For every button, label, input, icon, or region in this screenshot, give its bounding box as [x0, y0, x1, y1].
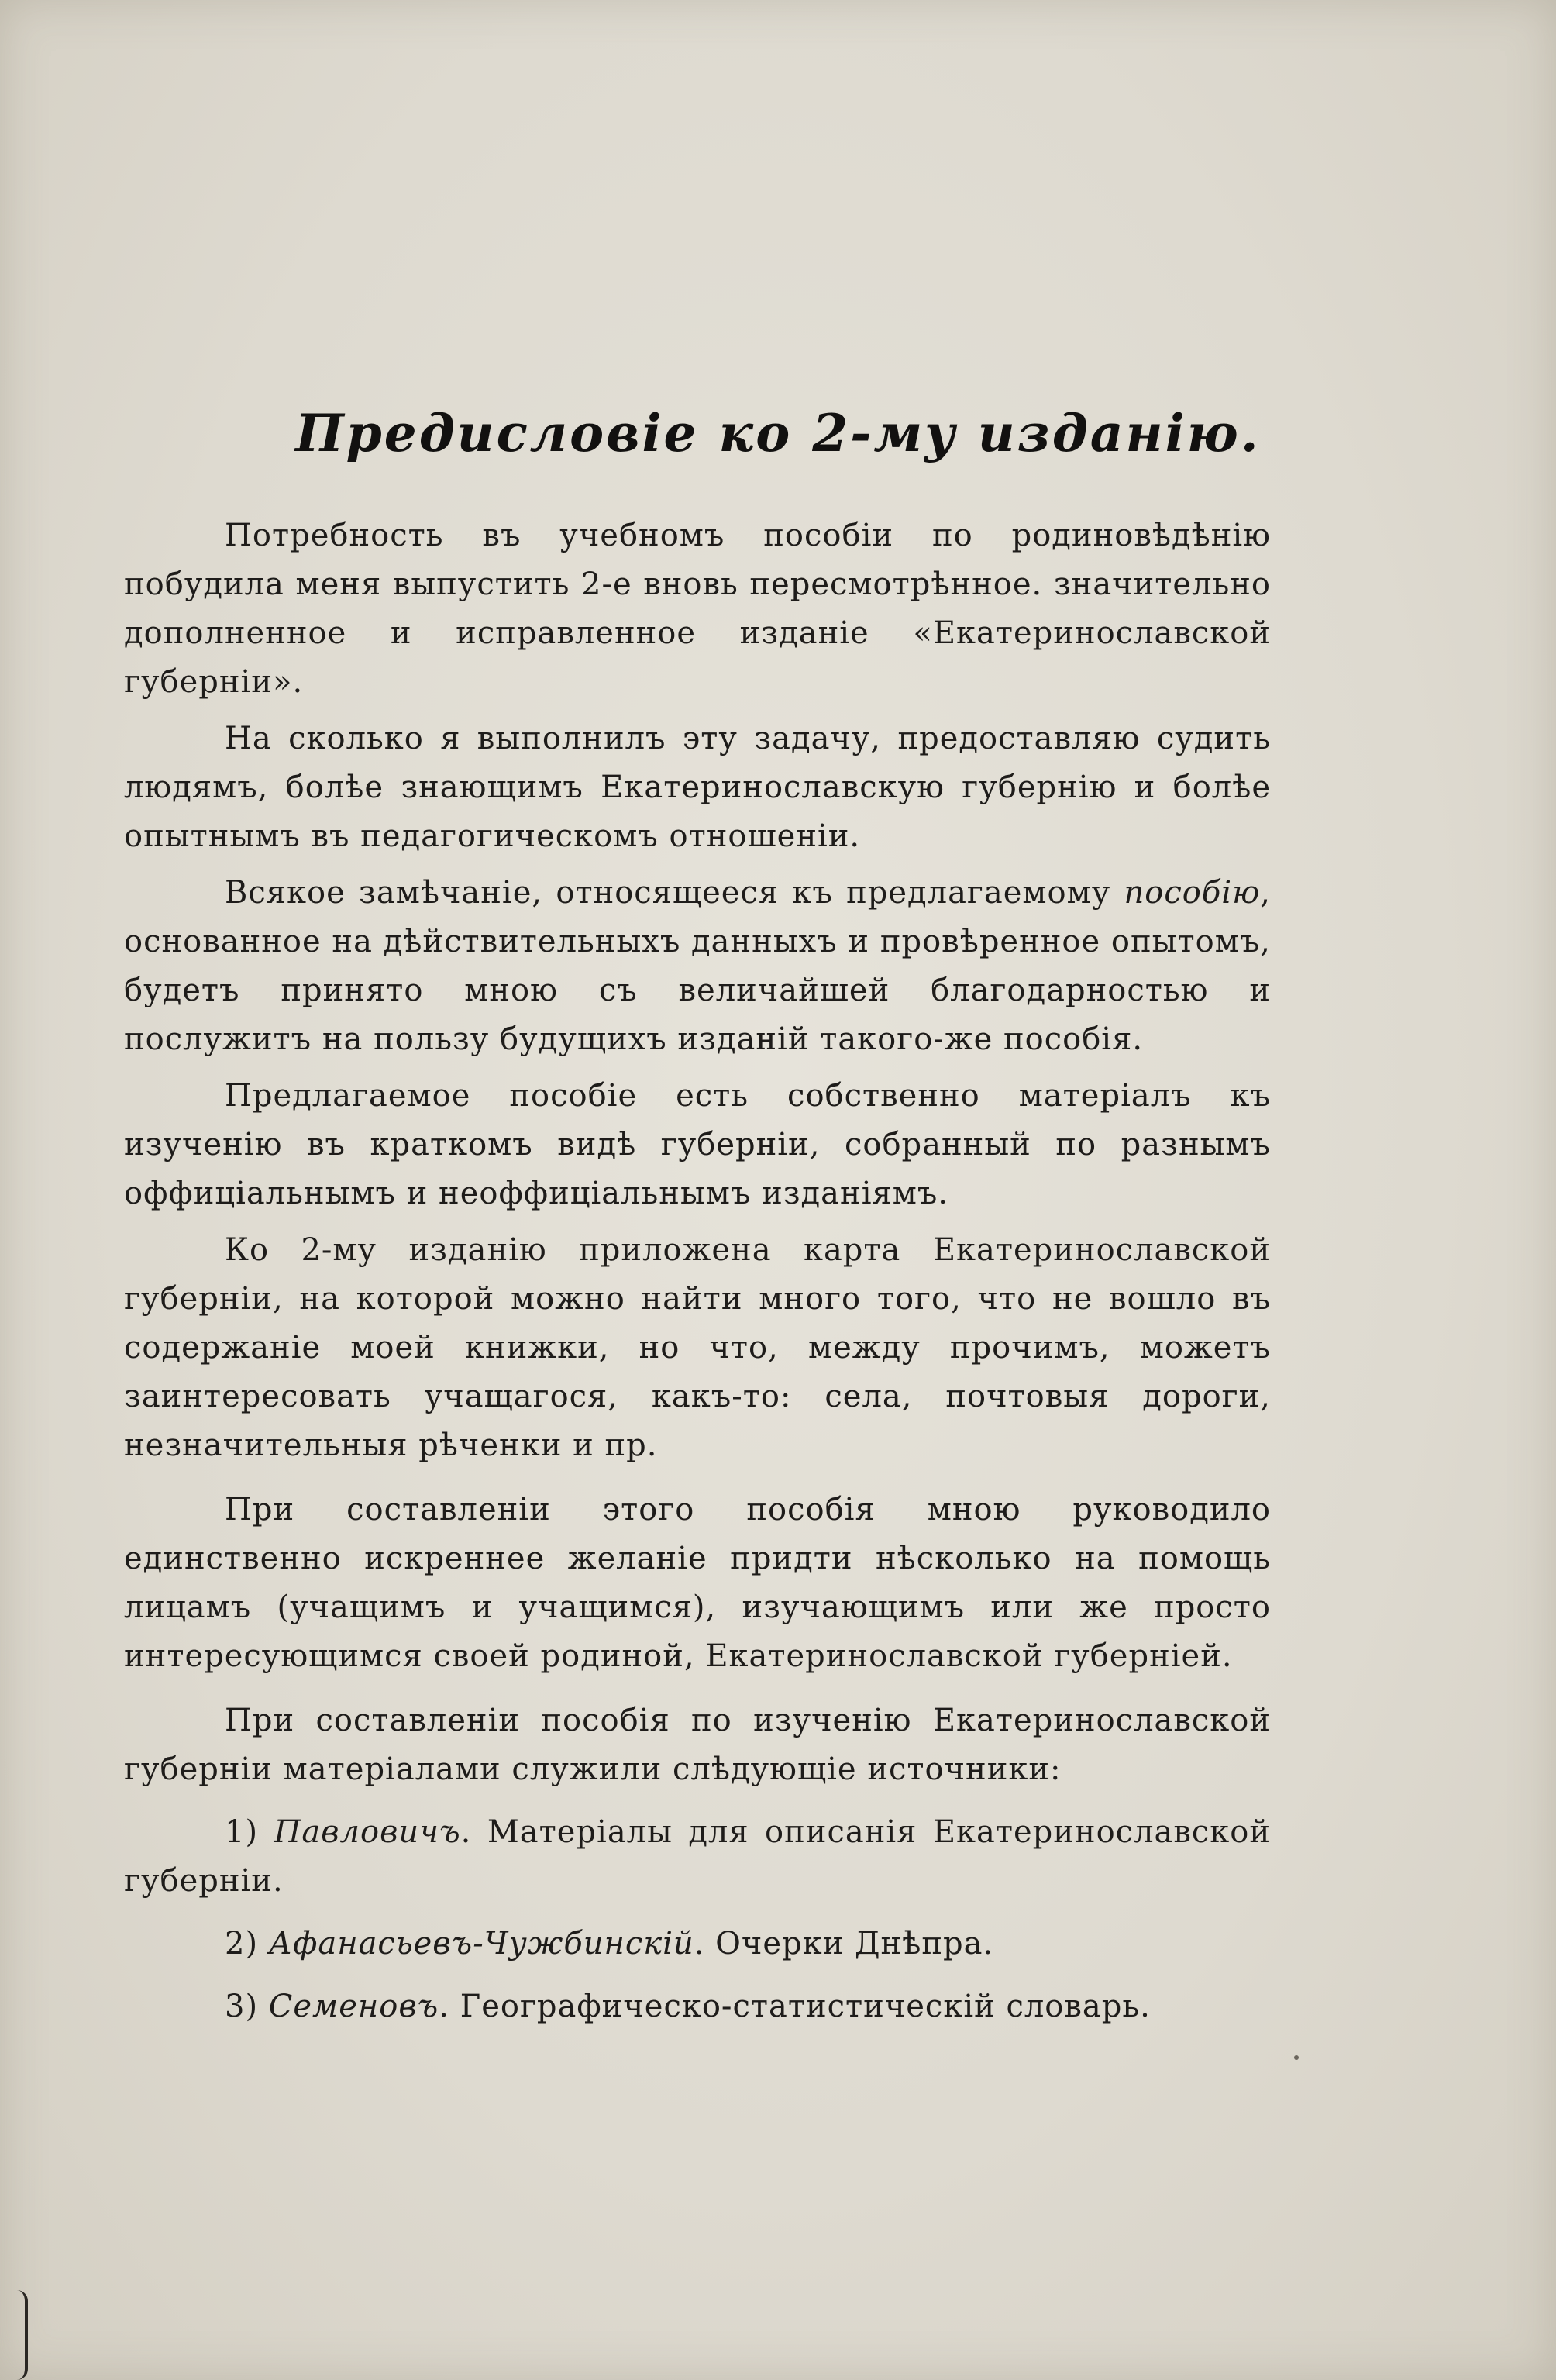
source-item: 3) Семеновъ. Географическо-статистическій словарь. [225, 1989, 1151, 2024]
preface-text [124, 511, 1271, 2031]
source-number: 2) [225, 1926, 259, 1962]
source-work: Очерки Днѣпра. [715, 1926, 994, 1962]
source-author: Павловичъ [274, 1814, 461, 1850]
remark-after: , основанное на дѣйствительныхъ данныхъ и провѣренное опытомъ, будетъ принято мною съ величайшей благодарностью и послужитъ на пользу будущихъ изданій такого-же пособія. [124, 875, 1271, 1057]
paragraph-sources-intro: При составленіи пособія по изученію Екатеринославской губерніи матеріалами служили слѣдующіе источники: [124, 1703, 1271, 1787]
paragraph-map: Ко 2-му изданію приложена карта Екатеринославской губерніи, на которой можно найти много того, что не вошло въ содержаніе моей книжки, но что, между прочимъ, можетъ заинтересовать учащагося, какъ-то: села, почтовыя дороги, незначительныя рѣченки и пр. [124, 1232, 1271, 1463]
source-item: 2) Афанасьевъ-Чужбинскій. Очерки Днѣпра. [225, 1926, 994, 1962]
paragraph-motive: При составленіи этого пособія мною руководило единственно искреннее желаніе придти нѣсколько на помощь лицамъ (учащимъ и учащимся), изучающимъ или же просто интересующимся своей родиной, Екатеринославской губерніей. [124, 1492, 1271, 1674]
paragraph-remarks [124, 869, 1271, 1064]
paragraph-material: Предлагаемое пособіе есть собственно матеріалъ къ изученію въ краткомъ видѣ губерніи, собранный по разнымъ оффиціальнымъ и неоффиціальнымъ изданіямъ. [124, 1078, 1271, 1211]
ink-speck [1294, 2055, 1299, 2060]
remark-before: Всякое замѣчаніе, относящееся къ предлагаемому [225, 875, 1124, 911]
remark-italic: пособію [1124, 875, 1261, 911]
page-title: Предисловіе ко 2-му изданію. [295, 403, 1261, 463]
source-number: 3) [225, 1989, 259, 2024]
page-edge-mark [17, 2290, 28, 2380]
source-author: Афанасьевъ-Чужбинскій [268, 1926, 694, 1962]
paragraph-need: Потребность въ учебномъ пособіи по родиновѣдѣнію побудила меня выпустить 2-е вновь пересмотрѣнное. значительно дополненное и исправленное изданіе «Екатеринославской губерніи». [124, 518, 1271, 700]
source-work: Географическо-статистическій словарь. [460, 1989, 1151, 2024]
source-number: 1) [225, 1814, 259, 1850]
source-item: 1) Павловичъ. Матеріалы для описанія Екатеринославской губерніи. [124, 1814, 1271, 1899]
paragraph-task: На сколько я выполнилъ эту задачу, предоставляю судить людямъ, болѣе знающимъ Екатеринославскую губернію и болѣе опытнымъ въ педагогическомъ отношеніи. [124, 721, 1271, 854]
source-work: Матеріалы для описанія Екатеринославской губерніи. [124, 1814, 1271, 1899]
source-author: Семеновъ [268, 1989, 439, 2024]
